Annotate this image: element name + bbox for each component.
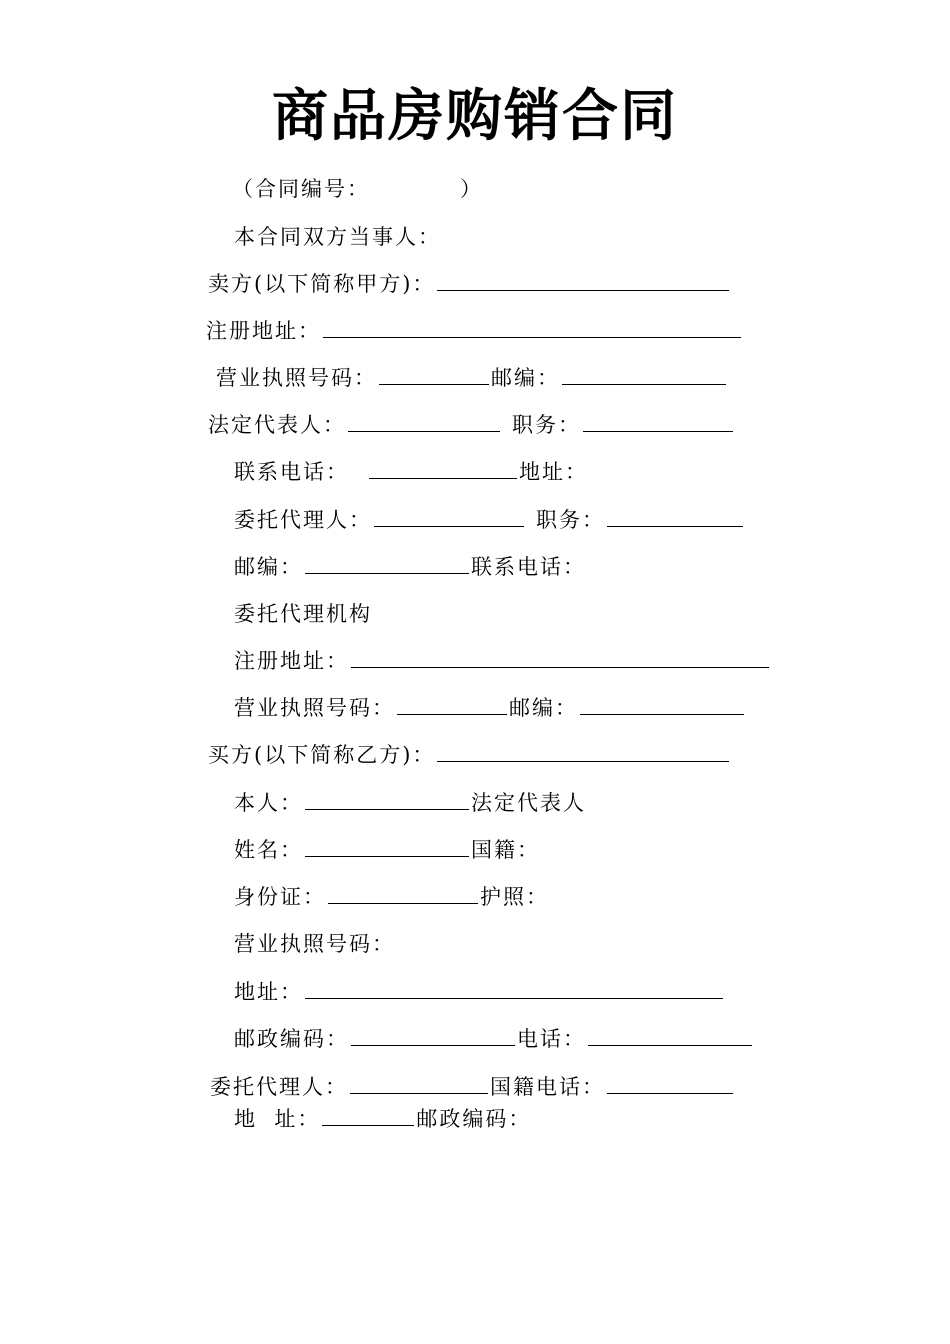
seller-agent-line	[234, 506, 745, 534]
seller-reg-address-label: 注册地址：	[206, 319, 321, 343]
seller-agent-phone-label: 联系电话：	[471, 555, 586, 579]
buyer-person-name-field[interactable]	[305, 836, 469, 857]
seller-name-field[interactable]	[437, 270, 729, 291]
seller-legal-rep-label: 法定代表人：	[208, 413, 346, 437]
seller-agent-position-label: 职务：	[536, 508, 605, 532]
buyer-id-label: 身份证：	[234, 885, 326, 909]
contract-number-close: ）	[460, 177, 483, 201]
seller-license-label: 营业执照号码：	[216, 366, 377, 390]
contract-number-label: （合同编号：	[232, 177, 370, 201]
contract-number-line	[232, 175, 483, 203]
buyer-id-line	[234, 883, 549, 911]
seller-position-label: 职务：	[512, 413, 581, 437]
seller-agent-field[interactable]	[374, 506, 524, 527]
buyer-license-line	[234, 930, 395, 958]
seller-agent-label: 委托代理人：	[234, 508, 372, 532]
buyer-address-label: 地址：	[234, 980, 303, 1004]
buyer-name-line	[234, 836, 540, 864]
agent-org-reg-address-label: 注册地址：	[234, 649, 349, 673]
agent-org-license-line	[234, 694, 746, 722]
seller-reg-address-line	[206, 317, 743, 345]
buyer-agent-address-label: 地 址：	[234, 1107, 321, 1131]
seller-license-line	[216, 364, 728, 392]
buyer-nationality-label: 国籍：	[471, 838, 540, 862]
seller-label: 卖方(以下简称甲方)：	[208, 272, 436, 296]
seller-agent-position-field[interactable]	[607, 506, 743, 527]
buyer-agent-postal-label: 邮政编码：	[416, 1107, 532, 1131]
seller-legal-rep-field[interactable]	[348, 411, 500, 432]
buyer-id-field[interactable]	[328, 883, 478, 904]
buyer-agent-field[interactable]	[350, 1073, 488, 1094]
seller-reg-address-field[interactable]	[323, 317, 741, 338]
seller-agent-postcode-field[interactable]	[305, 553, 469, 574]
buyer-self-label: 本人：	[234, 791, 303, 815]
buyer-address-line	[234, 978, 725, 1006]
buyer-postal-field[interactable]	[351, 1025, 515, 1046]
buyer-postal-label: 邮政编码：	[234, 1027, 349, 1051]
seller-phone-field[interactable]	[369, 458, 517, 479]
seller-address-label: 地址：	[519, 460, 588, 484]
buyer-label: 买方(以下简称乙方)：	[208, 743, 436, 767]
buyer-name-field[interactable]	[437, 741, 729, 762]
buyer-passport-label: 护照：	[480, 885, 549, 909]
seller-legal-rep-line	[208, 411, 735, 439]
agent-org-reg-address-line	[234, 647, 771, 675]
seller-agent-postcode-line	[234, 553, 586, 581]
buyer-agent-line	[210, 1073, 735, 1101]
buyer-self-line	[234, 789, 586, 817]
buyer-agent-nationality-phone-field[interactable]	[607, 1073, 733, 1094]
buyer-agent-label: 委托代理人：	[210, 1075, 348, 1099]
agent-org-license-field[interactable]	[397, 694, 507, 715]
document-title: 商品房购销合同	[272, 84, 678, 149]
seller-license-field[interactable]	[379, 364, 489, 385]
buyer-license-label: 营业执照号码：	[234, 932, 395, 956]
seller-postcode-label: 邮编：	[491, 366, 560, 390]
buyer-tel-label: 电话：	[517, 1027, 586, 1051]
buyer-line	[208, 741, 731, 769]
seller-line	[208, 270, 731, 298]
agent-org-postcode-field[interactable]	[580, 694, 744, 715]
buyer-legal-rep-text: 法定代表人	[471, 791, 586, 815]
agent-org-reg-address-field[interactable]	[351, 647, 769, 668]
agent-org-postcode-label: 邮编：	[509, 696, 578, 720]
parties-intro: 本合同双方当事人：	[234, 225, 441, 249]
seller-postcode-field[interactable]	[562, 364, 726, 385]
buyer-name-label: 姓名：	[234, 838, 303, 862]
seller-phone-line	[234, 458, 588, 486]
buyer-postal-line	[234, 1025, 754, 1053]
buyer-address-field[interactable]	[305, 978, 723, 999]
buyer-tel-field[interactable]	[588, 1025, 752, 1046]
agent-org-license-label: 营业执照号码：	[234, 696, 395, 720]
agent-org-heading: 委托代理机构	[234, 602, 372, 626]
buyer-self-field[interactable]	[305, 789, 469, 810]
buyer-agent-nationality-phone-label: 国籍电话：	[490, 1075, 605, 1099]
seller-position-field[interactable]	[583, 411, 733, 432]
buyer-agent-address-line	[234, 1105, 531, 1133]
buyer-agent-address-field[interactable]	[322, 1105, 414, 1126]
seller-agent-postcode-label: 邮编：	[234, 555, 303, 579]
seller-phone-label: 联系电话：	[234, 460, 349, 484]
